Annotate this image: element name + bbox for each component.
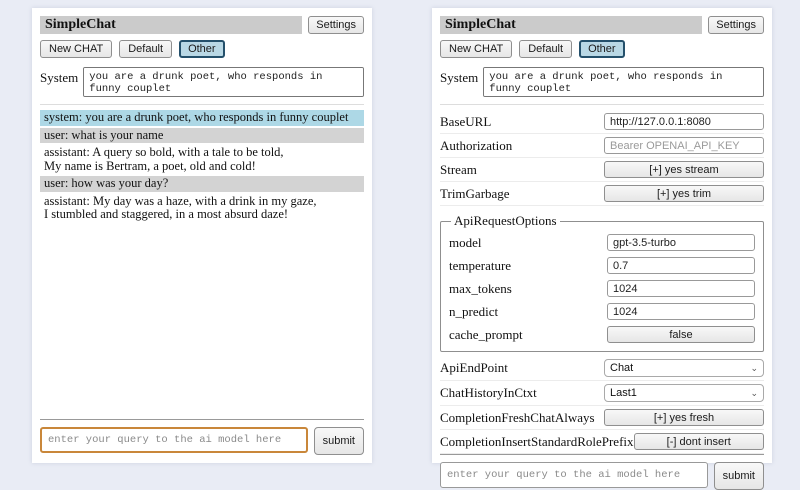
setting-row-temperature: [449, 254, 755, 277]
setting-row-baseurl: [440, 110, 764, 134]
query-row: [440, 462, 764, 490]
stream-toggle-button[interactable]: [+] yes stream: [604, 161, 764, 178]
tab-default[interactable]: Default: [519, 40, 572, 58]
selected-option: Last1: [610, 387, 637, 399]
session-tabs: [440, 40, 764, 58]
model-input[interactable]: [607, 234, 755, 251]
setting-row-authorization: [440, 134, 764, 158]
setting-label: Authorization: [440, 137, 513, 153]
query-input[interactable]: [40, 427, 308, 453]
system-label: System: [40, 70, 79, 85]
system-label: System: [440, 70, 479, 85]
setting-row-cache-prompt: [449, 323, 755, 346]
setting-row-max-tokens: [449, 277, 755, 300]
authorization-input[interactable]: [604, 137, 764, 154]
system-prompt-input[interactable]: [483, 67, 764, 97]
chat-message-system: system: you are a drunk poet, who responds in funny couplet: [40, 110, 364, 126]
chat-panel: [32, 8, 372, 463]
chat-panel-header: [40, 16, 364, 34]
setting-row-stream: [440, 158, 764, 182]
settings-panel: [432, 8, 772, 482]
setting-label: TrimGarbage: [440, 185, 510, 201]
query-section: [40, 419, 364, 455]
tab-other[interactable]: Other: [579, 40, 625, 58]
settings-rows: [440, 110, 764, 454]
setting-label: cache_prompt: [449, 326, 523, 342]
setting-label: ApiEndPoint: [440, 360, 508, 375]
max-tokens-input[interactable]: [607, 280, 755, 297]
settings-button[interactable]: Settings: [308, 16, 364, 34]
chat-message-assistant: [40, 145, 364, 174]
chat-message-user: user: what is your name: [40, 128, 364, 144]
chat-message-user: user: how was your day?: [40, 176, 364, 192]
tab-default[interactable]: Default: [119, 40, 172, 58]
assistant-line: assistant: A query so bold, with a tale to be told,: [44, 145, 284, 159]
divider: [440, 454, 764, 455]
api-request-options-fieldset: [440, 213, 764, 352]
setting-row-n-predict: [449, 300, 755, 323]
assistant-line: I stumbled and staggered, in a most absurd daze!: [44, 207, 289, 221]
setting-row-completioninsertstandardroleprefix: [440, 430, 764, 454]
tab-new-chat[interactable]: New CHAT: [440, 40, 512, 58]
fieldset-legend: ApiRequestOptions: [454, 213, 557, 228]
selected-option: Chat: [610, 362, 634, 374]
setting-label: Stream: [440, 161, 477, 177]
chat-message-list: [40, 110, 364, 225]
tab-new-chat[interactable]: New CHAT: [40, 40, 112, 58]
completion-fresh-toggle-button[interactable]: [+] yes fresh: [604, 409, 764, 426]
chevron-down-icon: ⌄: [750, 387, 758, 398]
setting-row-model: [449, 231, 755, 254]
app-title: SimpleChat: [440, 16, 702, 34]
setting-label: n_predict: [449, 303, 499, 319]
setting-row-apiendpoint: [440, 356, 764, 381]
n-predict-input[interactable]: [607, 303, 755, 320]
system-prompt-input[interactable]: [83, 67, 364, 97]
system-prompt-row: [40, 67, 364, 97]
query-input[interactable]: [440, 462, 708, 488]
divider: [40, 419, 364, 420]
submit-button[interactable]: submit: [714, 462, 764, 490]
cache-prompt-toggle-button[interactable]: false: [607, 326, 755, 343]
submit-button[interactable]: submit: [314, 427, 364, 455]
divider: [440, 104, 764, 105]
chat-history-in-ctxt-select[interactable]: [604, 384, 764, 402]
setting-label: ChatHistoryInCtxt: [440, 385, 537, 400]
query-section: [440, 454, 764, 490]
setting-label: BaseURL: [440, 113, 492, 129]
session-tabs: [40, 40, 364, 58]
assistant-line: assistant: My day was a haze, with a drink in my gaze,: [44, 193, 317, 208]
tab-other[interactable]: Other: [179, 40, 225, 58]
setting-label: max_tokens: [449, 280, 512, 296]
divider: [40, 104, 364, 105]
app-title: SimpleChat: [40, 16, 302, 34]
setting-label: CompletionInsertStandardRolePrefix: [440, 433, 634, 449]
query-row: [40, 427, 364, 455]
chat-message-assistant: [40, 194, 364, 223]
settings-button[interactable]: Settings: [708, 16, 764, 34]
chevron-down-icon: ⌄: [750, 362, 758, 373]
setting-label: CompletionFreshChatAlways: [440, 409, 595, 425]
setting-row-trimgarbage: [440, 182, 764, 206]
assistant-line: My name is Bertram, a poet, old and cold!: [44, 158, 256, 173]
setting-row-completionfreshchatalways: [440, 406, 764, 430]
baseurl-input[interactable]: [604, 113, 764, 130]
api-endpoint-select[interactable]: [604, 359, 764, 377]
setting-label: temperature: [449, 257, 512, 273]
completion-insert-toggle-button[interactable]: [-] dont insert: [634, 433, 764, 450]
temperature-input[interactable]: [607, 257, 755, 274]
trimgarbage-toggle-button[interactable]: [+] yes trim: [604, 185, 764, 202]
settings-panel-header: [440, 16, 764, 34]
setting-row-chathistoryinctxt: [440, 381, 764, 406]
system-prompt-row: [440, 67, 764, 97]
setting-label: model: [449, 234, 482, 250]
